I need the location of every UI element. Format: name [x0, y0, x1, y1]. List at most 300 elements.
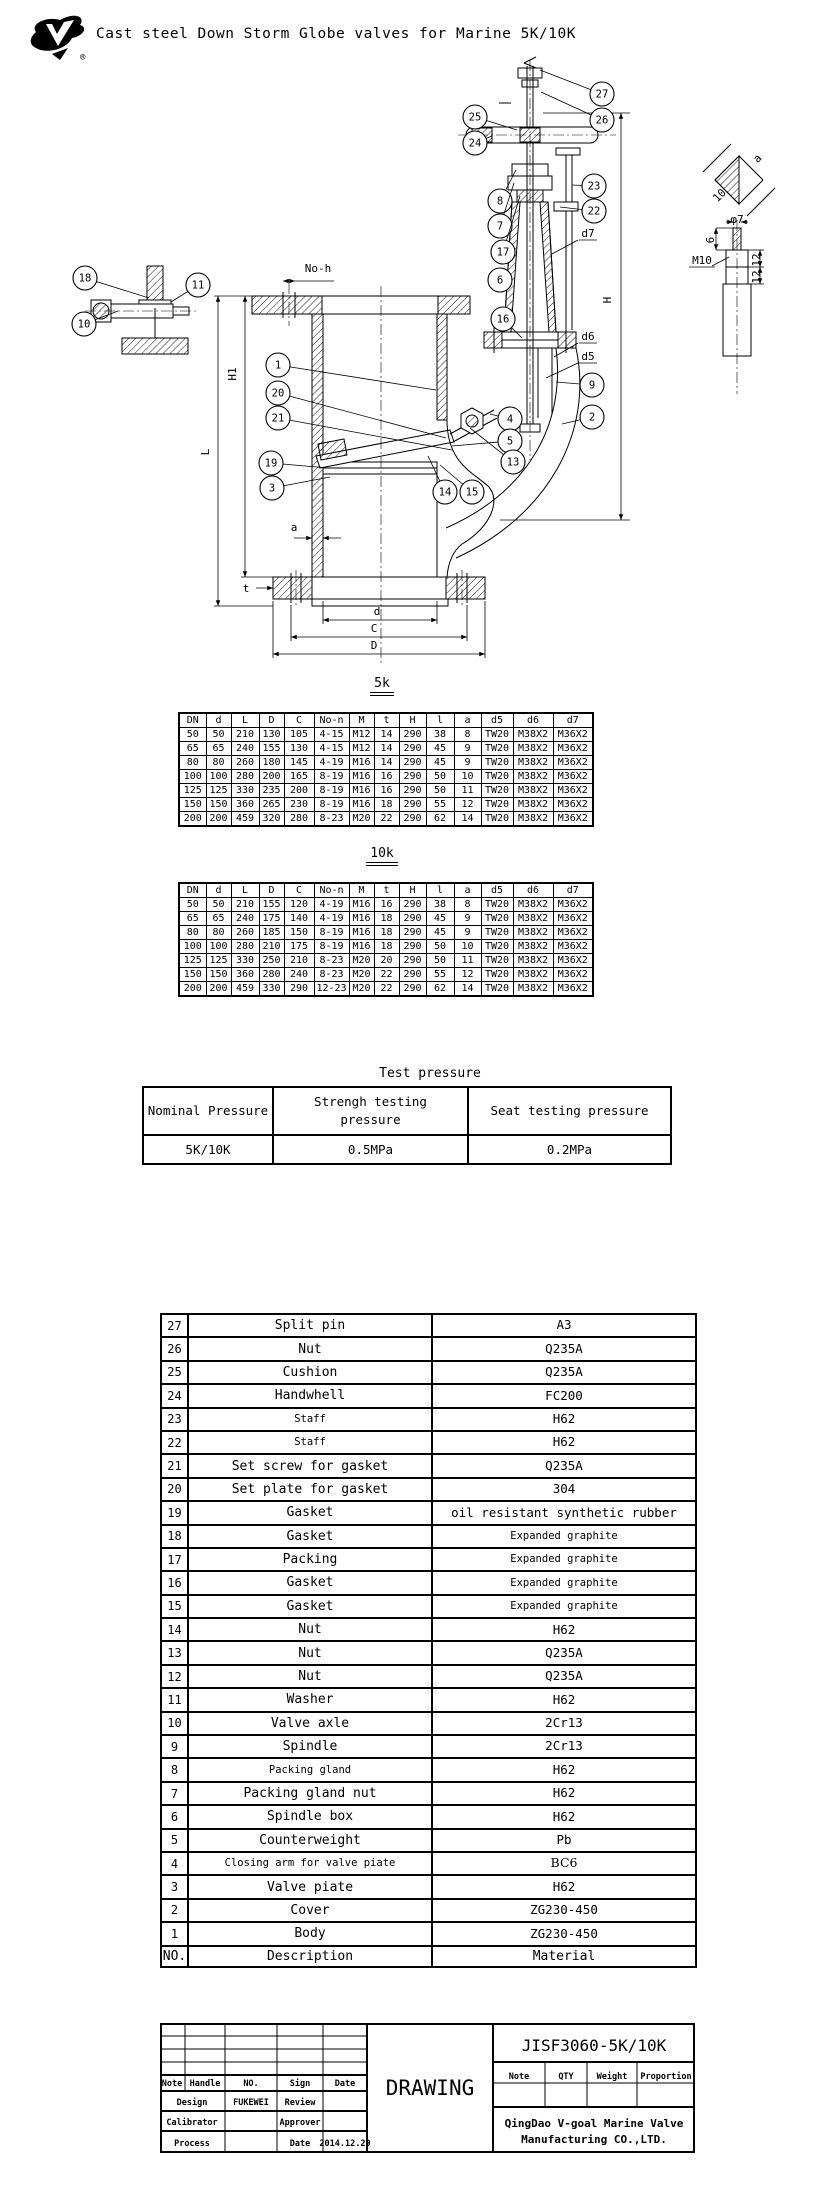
dim-cell: 290 [284, 982, 314, 997]
dim-label-φ7: φ7 [730, 213, 744, 226]
dim-cell: 45 [426, 912, 454, 926]
dim-cell: M16 [349, 770, 374, 784]
dim-header-row [179, 883, 593, 898]
dim-cell: 290 [399, 982, 426, 997]
dim-cell: 4-19 [314, 756, 349, 770]
balloon-number: 25 [468, 111, 482, 124]
dim-cell: 62 [426, 812, 454, 827]
dim-cell: 210 [231, 728, 259, 742]
table-row [179, 982, 593, 997]
dim-cell: 360 [231, 968, 259, 982]
dim-cell: 50 [426, 954, 454, 968]
tb-note-label: Note [161, 2079, 183, 2089]
dim-cell: 210 [284, 954, 314, 968]
dim-cell: 459 [231, 982, 259, 997]
title-block [160, 2023, 695, 2153]
part-number: 19 [161, 1501, 188, 1524]
part-number: 17 [161, 1548, 188, 1571]
part-material: 2Cr13 [432, 1712, 696, 1735]
dim-cell: 45 [426, 926, 454, 940]
dim-label-C: C [370, 622, 378, 635]
table-row [179, 926, 593, 940]
table-row [179, 798, 593, 812]
dim-cell: 50 [179, 898, 206, 912]
dim-col-header: M [349, 883, 374, 898]
seat-pressure-value: 0.2MPa [468, 1135, 671, 1164]
dim-cell: M38X2 [513, 812, 553, 827]
parts-row [161, 1852, 696, 1875]
dim-cell: M16 [349, 798, 374, 812]
part-number: 9 [161, 1735, 188, 1758]
dim-cell: 8-19 [314, 926, 349, 940]
balloon-number: 13 [506, 456, 520, 469]
dim-cell: 4-19 [314, 898, 349, 912]
dim-cell: M38X2 [513, 912, 553, 926]
test-pressure-table [142, 1086, 672, 1165]
parts-row [161, 1829, 696, 1852]
dim-cell: 100 [179, 940, 206, 954]
model-number: JISF3060-5K/10K [521, 2036, 667, 2055]
dim-cell: 4-15 [314, 742, 349, 756]
dim-cell: 16 [374, 898, 399, 912]
dim-cell: 14 [454, 812, 481, 827]
tb-date-label: Date [334, 2079, 356, 2089]
table-row [179, 742, 593, 756]
dim-cell: TW20 [481, 982, 513, 997]
dim-cell: TW20 [481, 940, 513, 954]
part-material: Q235A [432, 1454, 696, 1477]
dim-cell: M38X2 [513, 926, 553, 940]
dim-cell: M36X2 [553, 770, 593, 784]
dim-cell: M12 [349, 728, 374, 742]
dim-cell: M20 [349, 954, 374, 968]
dim-cell: 18 [374, 912, 399, 926]
part-number: 7 [161, 1782, 188, 1805]
dim-cell: 14 [374, 728, 399, 742]
col-header-seat-testing: Seat testing pressure [468, 1087, 671, 1135]
parts-footer-desc: Description [188, 1946, 432, 1967]
dim-col-header: l [426, 883, 454, 898]
part-material: BC6 [432, 1852, 696, 1875]
dim-cell: 4-19 [314, 912, 349, 926]
part-material: H62 [432, 1408, 696, 1431]
part-description: Counterweight [188, 1829, 432, 1852]
dim-cell: TW20 [481, 898, 513, 912]
dim-cell: TW20 [481, 770, 513, 784]
dim-cell: 8-19 [314, 940, 349, 954]
dim-label-d7: d7 [581, 227, 595, 240]
parts-footer-no: NO. [161, 1946, 188, 1967]
tb-design-label: Design [176, 2098, 208, 2108]
dim-label-12: 12 [750, 270, 763, 284]
dim-label-H1: H1 [226, 367, 239, 381]
tb-handle-label: Handle [189, 2079, 221, 2089]
dim-cell: 10 [454, 940, 481, 954]
balloon-number: 26 [595, 114, 609, 127]
parts-footer-mat: Material [432, 1946, 696, 1967]
parts-row [161, 1314, 696, 1337]
parts-row [161, 1384, 696, 1407]
parts-row [161, 1805, 696, 1828]
company-name-line2: Manufacturing CO.,LTD. [521, 2133, 667, 2146]
part-description: Staff [188, 1408, 432, 1431]
dim-cell: 185 [259, 926, 284, 940]
dim-cell: 290 [399, 926, 426, 940]
dim-cell: 38 [426, 898, 454, 912]
part-material: Q235A [432, 1337, 696, 1360]
dim-cell: 16 [374, 770, 399, 784]
part-material: 304 [432, 1478, 696, 1501]
part-description: Gasket [188, 1571, 432, 1594]
tb-review-label: Review [284, 2098, 316, 2108]
dim-cell: 65 [206, 742, 231, 756]
part-description: Spindle [188, 1735, 432, 1758]
balloon-number: 5 [506, 435, 514, 448]
dim-cell: M36X2 [553, 954, 593, 968]
part-material: H62 [432, 1618, 696, 1641]
dim-col-header: a [454, 713, 481, 728]
parts-row [161, 1571, 696, 1594]
dim-cell: M16 [349, 898, 374, 912]
dim-cell: 290 [399, 812, 426, 827]
dim-cell: 150 [206, 968, 231, 982]
part-number: 12 [161, 1665, 188, 1688]
part-description: Cushion [188, 1361, 432, 1384]
part-number: 16 [161, 1571, 188, 1594]
balloon-number: 7 [496, 220, 504, 233]
dim-cell: 100 [206, 770, 231, 784]
parts-row [161, 1408, 696, 1431]
dim-col-header: M [349, 713, 374, 728]
dim-cell: 14 [454, 982, 481, 997]
dim-col-header: No-n [314, 713, 349, 728]
dim-cell: 12-23 [314, 982, 349, 997]
dim-cell: 120 [284, 898, 314, 912]
dim-col-header: DN [179, 713, 206, 728]
dim-cell: 65 [206, 912, 231, 926]
dim-cell: 130 [284, 742, 314, 756]
dim-cell: 80 [206, 756, 231, 770]
part-material: H62 [432, 1758, 696, 1781]
balloon-number: 23 [587, 180, 601, 193]
part-number: 8 [161, 1758, 188, 1781]
dim-label-No-h: No-h [304, 262, 332, 275]
table-row [179, 954, 593, 968]
table-row [179, 756, 593, 770]
dim-cell: 12 [454, 968, 481, 982]
dim-cell: M38X2 [513, 954, 553, 968]
part-description: Nut [188, 1618, 432, 1641]
dim-cell: 8-19 [314, 784, 349, 798]
balloon-number: 1 [274, 359, 282, 372]
dim-cell: 240 [284, 968, 314, 982]
dim-cell: 22 [374, 968, 399, 982]
dim-col-header: t [374, 713, 399, 728]
dim-cell: 12 [454, 798, 481, 812]
dim-cell: 200 [259, 770, 284, 784]
dim-cell: 330 [231, 784, 259, 798]
dim-cell: 18 [374, 798, 399, 812]
dim-cell: 290 [399, 756, 426, 770]
dim-cell: 18 [374, 926, 399, 940]
dim-cell: 330 [259, 982, 284, 997]
dim-col-header: l [426, 713, 454, 728]
dim-cell: 18 [374, 940, 399, 954]
dim-label-L: L [199, 448, 212, 456]
part-number: 18 [161, 1525, 188, 1548]
part-description: Valve piate [188, 1875, 432, 1898]
part-description: Gasket [188, 1595, 432, 1618]
part-description: Cover [188, 1899, 432, 1922]
part-description: Split pin [188, 1314, 432, 1337]
part-material: 2Cr13 [432, 1735, 696, 1758]
table-row [179, 770, 593, 784]
dim-cell: 100 [179, 770, 206, 784]
part-description: Closing arm for valve piate [188, 1852, 432, 1875]
dim-cell: M20 [349, 812, 374, 827]
table-caption-5k: 5k [352, 676, 412, 691]
dim-col-header: D [259, 883, 284, 898]
part-material: A3 [432, 1314, 696, 1337]
dim-cell: 9 [454, 912, 481, 926]
dim-cell: 45 [426, 756, 454, 770]
balloon-number: 17 [496, 246, 510, 259]
part-description: Set plate for gasket [188, 1478, 432, 1501]
part-description: Packing [188, 1548, 432, 1571]
part-number: 13 [161, 1641, 188, 1664]
dim-cell: 8-23 [314, 968, 349, 982]
dim-cell: M38X2 [513, 742, 553, 756]
part-material: FC200 [432, 1384, 696, 1407]
dim-cell: M16 [349, 756, 374, 770]
parts-row [161, 1595, 696, 1618]
dim-col-header: C [284, 883, 314, 898]
dim-cell: M36X2 [553, 784, 593, 798]
dim-cell: M38X2 [513, 728, 553, 742]
parts-row [161, 1618, 696, 1641]
dim-cell: M38X2 [513, 982, 553, 997]
part-number: 3 [161, 1875, 188, 1898]
dim-cell: 4-15 [314, 728, 349, 742]
part-description: Packing gland nut [188, 1782, 432, 1805]
part-description: Nut [188, 1641, 432, 1664]
dim-cell: M36X2 [553, 968, 593, 982]
dim-cell: 125 [179, 784, 206, 798]
parts-row [161, 1875, 696, 1898]
dim-cell: 200 [179, 812, 206, 827]
dim-cell: 80 [179, 926, 206, 940]
test-pressure-title: Test pressure [379, 1066, 481, 1081]
dim-cell: 125 [206, 954, 231, 968]
dim-label-D: D [370, 639, 378, 652]
part-description: Body [188, 1922, 432, 1945]
dim-label-a: a [750, 151, 765, 166]
dim-cell: 290 [399, 912, 426, 926]
part-description: Handwhell [188, 1384, 432, 1407]
balloon-number: 6 [496, 274, 504, 287]
tb-designer-name: FUKEWEI [233, 2098, 269, 2108]
dim-col-header: D [259, 713, 284, 728]
dim-cell: 50 [426, 770, 454, 784]
dim-cell: M38X2 [513, 784, 553, 798]
page-title: Cast steel Down Storm Globe valves for Marine 5K/10K [96, 26, 576, 42]
dim-cell: M16 [349, 784, 374, 798]
dim-cell: M16 [349, 912, 374, 926]
dim-cell: 290 [399, 940, 426, 954]
part-material: H62 [432, 1431, 696, 1454]
dim-cell: 290 [399, 728, 426, 742]
parts-row [161, 1712, 696, 1735]
dim-cell: 9 [454, 742, 481, 756]
dim-cell: 8-23 [314, 954, 349, 968]
balloon-number: 15 [465, 486, 479, 499]
dim-cell: M36X2 [553, 940, 593, 954]
part-material: Q235A [432, 1641, 696, 1664]
part-description: Staff [188, 1431, 432, 1454]
balloon-number: 22 [587, 205, 601, 218]
dim-label-M10: M10 [692, 254, 712, 267]
dim-cell: M38X2 [513, 770, 553, 784]
dim-cell: 22 [374, 812, 399, 827]
dim-cell: 140 [284, 912, 314, 926]
part-material: H62 [432, 1782, 696, 1805]
parts-row [161, 1361, 696, 1384]
part-number: 11 [161, 1688, 188, 1711]
balloon-number: 14 [438, 486, 452, 499]
dim-cell: TW20 [481, 912, 513, 926]
dim-cell: 200 [179, 982, 206, 997]
table-row [179, 812, 593, 827]
dim-cell: M36X2 [553, 926, 593, 940]
dim-cell: 175 [284, 940, 314, 954]
dim-cell: 11 [454, 784, 481, 798]
dim-cell: 330 [231, 954, 259, 968]
part-number: 15 [161, 1595, 188, 1618]
parts-row [161, 1758, 696, 1781]
dim-cell: 8-19 [314, 770, 349, 784]
dim-cell: TW20 [481, 784, 513, 798]
dim-col-header: d5 [481, 713, 513, 728]
dim-cell: M36X2 [553, 912, 593, 926]
dim-cell: 150 [179, 968, 206, 982]
dim-cell: TW20 [481, 812, 513, 827]
part-number: 4 [161, 1852, 188, 1875]
dim-label-a: a [290, 521, 298, 534]
part-material: H62 [432, 1805, 696, 1828]
table-row [179, 784, 593, 798]
dim-label-d: d [373, 605, 381, 618]
table-caption-10k: 10k [352, 846, 412, 861]
dim-cell: 11 [454, 954, 481, 968]
dim-cell: M38X2 [513, 968, 553, 982]
dim-cell: 14 [374, 756, 399, 770]
dim-cell: 8-23 [314, 812, 349, 827]
parts-row [161, 1548, 696, 1571]
dim-cell: 65 [179, 912, 206, 926]
dim-cell: 125 [206, 784, 231, 798]
dim-cell: 250 [259, 954, 284, 968]
dim-cell: 280 [231, 770, 259, 784]
dim-cell: M16 [349, 940, 374, 954]
dim-cell: 10 [454, 770, 481, 784]
part-material: ZG230-450 [432, 1922, 696, 1945]
dim-cell: 230 [284, 798, 314, 812]
dim-cell: 8 [454, 728, 481, 742]
dim-col-header: d7 [553, 883, 593, 898]
dim-col-header: t [374, 883, 399, 898]
company-name-line1: QingDao V-goal Marine Valve [504, 2117, 684, 2130]
balloon-number: 10 [77, 318, 91, 331]
part-material: Expanded graphite [432, 1571, 696, 1594]
dim-cell: M16 [349, 926, 374, 940]
parts-row [161, 1899, 696, 1922]
dim-cell: M36X2 [553, 798, 593, 812]
part-number: 27 [161, 1314, 188, 1337]
dim-label-10: 10 [710, 186, 729, 205]
dim-cell: 65 [179, 742, 206, 756]
balloon-number: 2 [588, 411, 596, 424]
balloon-number: 21 [271, 412, 285, 425]
dim-cell: 150 [284, 926, 314, 940]
valve-section-drawing [0, 0, 830, 672]
dim-cell: 50 [426, 784, 454, 798]
table-row [179, 968, 593, 982]
part-material: oil resistant synthetic rubber [432, 1501, 696, 1524]
part-description: Washer [188, 1688, 432, 1711]
tb-right-note-label: Note [508, 2072, 530, 2082]
part-material: ZG230-450 [432, 1899, 696, 1922]
dim-cell: 150 [179, 798, 206, 812]
part-number: 6 [161, 1805, 188, 1828]
parts-row [161, 1735, 696, 1758]
parts-row [161, 1431, 696, 1454]
dim-cell: 280 [231, 940, 259, 954]
dim-col-header: d5 [481, 883, 513, 898]
table-row [179, 898, 593, 912]
part-material: Pb [432, 1829, 696, 1852]
part-number: 1 [161, 1922, 188, 1945]
dim-cell: 260 [231, 926, 259, 940]
balloon-number: 16 [496, 313, 510, 326]
part-material: Expanded graphite [432, 1595, 696, 1618]
dim-cell: 290 [399, 898, 426, 912]
dim-cell: 22 [374, 982, 399, 997]
tb-date2-label: Date [289, 2139, 311, 2149]
dim-cell: M38X2 [513, 756, 553, 770]
dim-cell: M38X2 [513, 898, 553, 912]
dim-cell: 62 [426, 982, 454, 997]
tb-date-value: 2014.12.29 [319, 2139, 371, 2149]
dim-cell: 100 [206, 940, 231, 954]
dim-col-header: L [231, 713, 259, 728]
balloon-number: 24 [468, 137, 482, 150]
parts-row [161, 1454, 696, 1477]
dim-cell: 50 [426, 940, 454, 954]
dim-col-header: d [206, 883, 231, 898]
table-row [179, 912, 593, 926]
dim-cell: M38X2 [513, 798, 553, 812]
dim-label-d5: d5 [581, 350, 595, 363]
dim-cell: 55 [426, 798, 454, 812]
dim-cell: 290 [399, 968, 426, 982]
parts-row [161, 1641, 696, 1664]
table-row [179, 940, 593, 954]
parts-list-table [160, 1313, 697, 1968]
dim-cell: M36X2 [553, 812, 593, 827]
dim-cell: 200 [206, 982, 231, 997]
dim-cell: TW20 [481, 798, 513, 812]
part-number: 10 [161, 1712, 188, 1735]
